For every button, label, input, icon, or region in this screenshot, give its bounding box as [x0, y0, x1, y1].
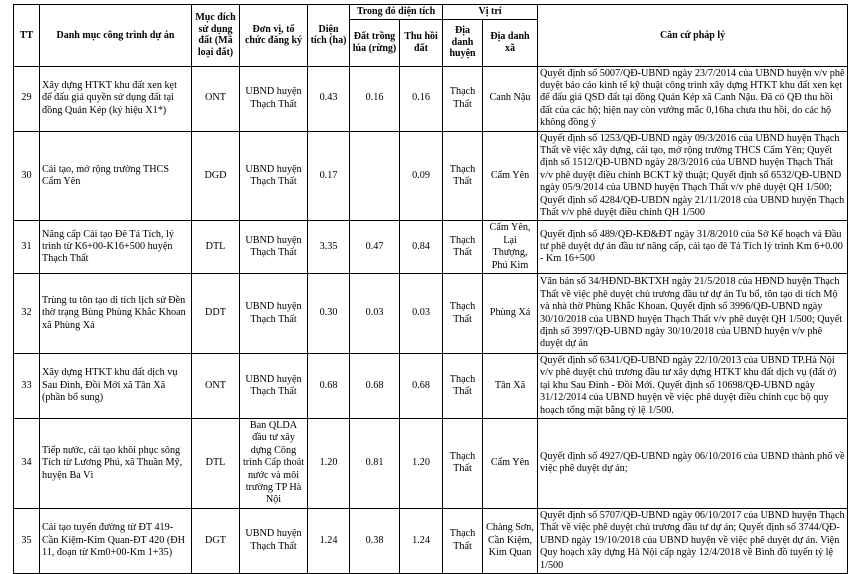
row-project: Nâng cấp Cải tạo Đê Tả Tích, lý trình từ K6+00-K16+500 huyện Thạch Thất	[40, 221, 192, 274]
row-unit: Ban QLDA đầu tư xây dựng Công trình Cấp thoát nước và môi trường TP Hà Nội	[240, 419, 308, 509]
table-row	[14, 66, 848, 131]
header-unit: Đơn vị, tổ chức đăng ký	[240, 5, 308, 67]
row-area: 0.43	[308, 66, 350, 131]
row-rice: 0.81	[350, 419, 400, 509]
header-area-group: Trong đó diện tích	[350, 5, 443, 20]
row-rice: 0.16	[350, 66, 400, 131]
row-legal: Quyết định số 1253/QĐ-UBND ngày 09/3/2016 của UBND huyện Thạch Thất về việc xây dựng, cải tạo, mở rộng trường THCS Cẩm Yên; Quyết định số 1512/QĐ-UBND ngày 28/3/2016 của UBND huyện Thạch Thất v/v phê duyệt điều chỉnh BCKT kỹ thuật; Quyết định số 6532/QĐ-UBND ngày 05/9/2014 của UBND huyện Thạch Thất v/v phê duyệt QH 1/500; Quyết định số 4284/QĐ-UBDN ngày 21/11/2018 của UBND huyện Thạch Thất v/v phê duyệt điều chỉnh QH 1/500	[538, 131, 848, 221]
table-body	[14, 66, 848, 573]
row-unit: UBND huyện Thạch Thất	[240, 66, 308, 131]
row-district: Thạch Thất	[443, 221, 483, 274]
header-tt: TT	[14, 5, 40, 67]
row-recovered: 1.20	[400, 419, 443, 509]
header-district: Địa danh huyện	[443, 19, 483, 66]
header-project: Danh mục công trình dự án	[40, 5, 192, 67]
row-area: 1.24	[308, 508, 350, 573]
row-area: 3.35	[308, 221, 350, 274]
row-legal: Quyết định số 5007/QĐ-UBND ngày 23/7/2014 của UBND huyện v/v phê duyệt báo cáo kinh tế kỹ thuật công trình xây dựng HTKT khu đất xen kẹt để đấu giá QSD đất tại đồng Quán Kép xã Canh Nậu. Đã có QĐ thu hồi đất của các hộ; hiện nay còn vướng mắc 0,16ha chưa thu hồi, do các hộ không đồng ý	[538, 66, 848, 131]
header-recovered: Thu hồi đất	[400, 19, 443, 66]
table-row	[14, 354, 848, 419]
header-purpose: Mục đích sử dụng đất (Mã loại đất)	[192, 5, 240, 67]
row-district: Thạch Thất	[443, 274, 483, 354]
row-rice: 0.68	[350, 354, 400, 419]
land-use-table	[13, 4, 848, 574]
row-area: 0.17	[308, 131, 350, 221]
row-unit: UBND huyện Thạch Thất	[240, 131, 308, 221]
row-area: 1.20	[308, 419, 350, 509]
row-recovered: 0.09	[400, 131, 443, 221]
row-commune: Phùng Xá	[483, 274, 538, 354]
row-recovered: 0.84	[400, 221, 443, 274]
table-header	[14, 5, 848, 67]
row-tt: 30	[14, 131, 40, 221]
row-rice	[350, 131, 400, 221]
row-commune: Tân Xã	[483, 354, 538, 419]
row-legal: Quyết định số 6341/QĐ-UBND ngày 22/10/2013 của UBND TP.Hà Nội v/v phê duyệt chủ trương đầu tư xây dựng HTKT khu đất dịch vụ (đất ở) tại khu Sau Đình - Đồi Mới. Quyết định số 10698/QĐ-UBND ngày 31/12/2014 của UBND huyện về việc phê duyệt điều chỉnh cục bộ quy hoạch tổng mặt bằng tỷ lệ 1/500.	[538, 354, 848, 419]
table-row	[14, 274, 848, 354]
row-rice: 0.47	[350, 221, 400, 274]
row-district: Thạch Thất	[443, 354, 483, 419]
row-tt: 33	[14, 354, 40, 419]
row-tt: 29	[14, 66, 40, 131]
header-legal: Căn cứ pháp lý	[538, 5, 848, 67]
row-legal: Quyết định số 5707/QĐ-UBND ngày 06/10/2017 của UBND huyện Thạch Thất về việc phê duyệt chủ trương đầu tư dự án; Quyết định số 3744/QĐ-UBND ngày 19/10/2018 của UBND huyện về việc phê duyệt dự án. Viện Quy hoạch xây dựng Hà Nội cấp ngày 12/4/2018 về Bình đồ tuyến tỷ lệ 1/500	[538, 508, 848, 573]
row-purpose: ONT	[192, 354, 240, 419]
row-purpose: DGD	[192, 131, 240, 221]
row-unit: UBND huyện Thạch Thất	[240, 508, 308, 573]
table-row	[14, 221, 848, 274]
row-purpose: ONT	[192, 66, 240, 131]
row-purpose: DTL	[192, 221, 240, 274]
row-unit: UBND huyện Thạch Thất	[240, 354, 308, 419]
row-purpose: DTL	[192, 419, 240, 509]
row-project: Xây dựng HTKT khu đất xen kẹt để đấu giá quyền sử dụng đất tại đồng Quán Kép (ký hiệu X1*)	[40, 66, 192, 131]
header-rice: Đất trồng lúa (rừng)	[350, 19, 400, 66]
row-commune: Cẩm Yên	[483, 419, 538, 509]
row-tt: 34	[14, 419, 40, 509]
row-area: 0.68	[308, 354, 350, 419]
header-area: Diện tích (ha)	[308, 5, 350, 67]
row-commune: Cẩm Yên, Lại Thượng, Phú Kim	[483, 221, 538, 274]
row-district: Thạch Thất	[443, 131, 483, 221]
row-project: Cải tạo tuyến đường từ ĐT 419-Cần Kiệm-Kim Quan-ĐT 420 (ĐH 11, đoạn từ Km0+00-Km 1+35)	[40, 508, 192, 573]
row-project: Tiếp nước, cải tạo khôi phục sông Tích từ Lương Phú, xã Thuần Mỹ, huyện Ba Vì	[40, 419, 192, 509]
row-recovered: 0.16	[400, 66, 443, 131]
row-rice: 0.03	[350, 274, 400, 354]
row-commune: Cẩm Yên	[483, 131, 538, 221]
row-project: Trùng tu tôn tạo di tích lịch sử Đền thờ trạng Bùng Phùng Khắc Khoan xã Phùng Xá	[40, 274, 192, 354]
row-legal: Văn bản số 34/HĐND-BKTXH ngày 21/5/2018 của HĐND huyện Thạch Thất về việc phê duyệt chủ trương đầu tư dự án Tu bổ, tôn tạo di tích Mộ và nhà thờ Phùng Khắc Khoan. Quyết định số 3996/QĐ-UBND ngày 30/10/2018 của UBND huyện Thạch Thất v/v phê duyệt QH 1/500; Quyết định số 3997/QĐ-UBND ngày 30/10/2018 của UBND huyện v/v phê duyệt dự án	[538, 274, 848, 354]
row-area: 0.30	[308, 274, 350, 354]
row-tt: 31	[14, 221, 40, 274]
row-project: Cải tạo, mở rộng trường THCS Cẩm Yên	[40, 131, 192, 221]
row-commune: Chàng Sơn, Cần Kiệm, Kim Quan	[483, 508, 538, 573]
row-recovered: 0.03	[400, 274, 443, 354]
row-recovered: 1.24	[400, 508, 443, 573]
table-row	[14, 419, 848, 509]
row-commune: Canh Nậu	[483, 66, 538, 131]
row-purpose: DGT	[192, 508, 240, 573]
row-district: Thạch Thất	[443, 66, 483, 131]
row-tt: 35	[14, 508, 40, 573]
row-district: Thạch Thất	[443, 508, 483, 573]
land-use-table-container	[13, 4, 847, 574]
row-rice: 0.38	[350, 508, 400, 573]
row-unit: UBND huyện Thạch Thất	[240, 274, 308, 354]
row-tt: 32	[14, 274, 40, 354]
table-row	[14, 508, 848, 573]
table-row	[14, 131, 848, 221]
header-commune: Địa danh xã	[483, 19, 538, 66]
row-legal: Quyết định số 489/QĐ-KĐ&ĐT ngày 31/8/2010 của Sở Kế hoạch và Đầu tư phê duyệt dự án đầu tư nâng cấp, cải tạo đê Tả Tích lý trình Km 6+0.00 - Km 16+500	[538, 221, 848, 274]
row-unit: UBND huyện Thạch Thất	[240, 221, 308, 274]
row-legal: Quyết định số 4927/QĐ-UBND ngày 06/10/2016 của UBND thành phố về việc phê duyệt dự án;	[538, 419, 848, 509]
row-purpose: DDT	[192, 274, 240, 354]
row-recovered: 0.68	[400, 354, 443, 419]
header-location-group: Vị trí	[443, 5, 538, 20]
row-project: Xây dựng HTKT khu đất dịch vụ Sau Đình, Đồi Mới xã Tân Xã (phần bổ sung)	[40, 354, 192, 419]
row-district: Thạch Thất	[443, 419, 483, 509]
